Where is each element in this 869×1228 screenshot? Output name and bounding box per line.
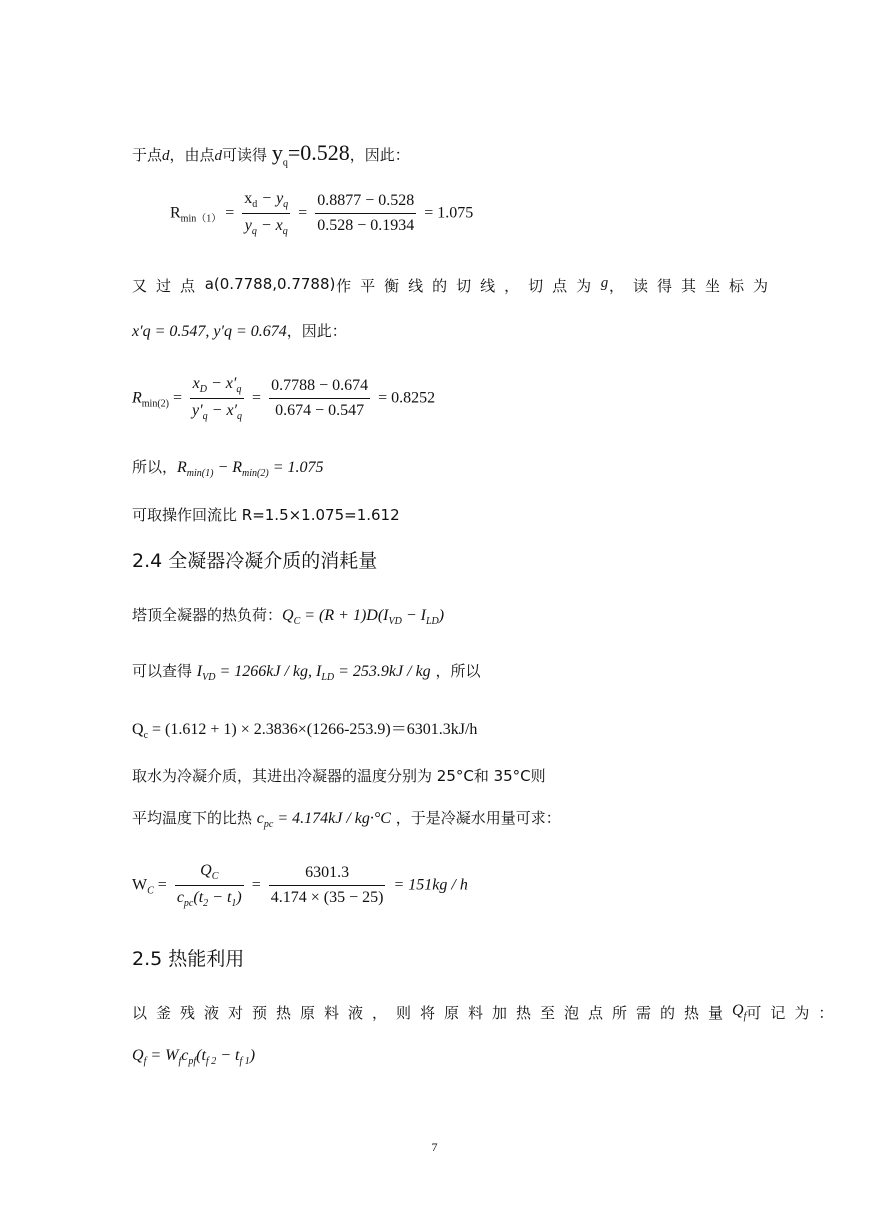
yq-value: $y_q=0.528$ [271,140,350,169]
text-line-heat-load: 塔顶全凝器的热负荷：$Q_C = (R + 1)D(I_{VD} - I_{LD})$ [132,606,445,628]
fraction-symbolic: $\frac{x_d - y_q}{y_q - x_q}$ [244,190,289,238]
text-line-coordinates: x′q = 0.547, y′q = 0.674，因此： [132,322,347,340]
fraction-numeric: $\frac{0.7788 - 0.674}{0.674 - 0.547}$ [271,377,369,420]
fraction-numeric: $\frac{6301.3}{4.174 \times (35 - 25)}$ [270,864,384,907]
equation-rmin1: $R_{min(1)}$ = $\frac{x_d - y_q}{y_q - x_q}$ = $\frac{0.8877 - 0.528}{0.528 - 0.1934}$ = 1.075 [170,190,474,238]
var-d: d [214,148,223,164]
section-heading-2-4: 2.4 全凝器冷凝介质的消耗量 [132,550,378,572]
text-line-so: 所以，$R_{min(1)} - R_{min(2)} = 1.075$ [132,458,324,480]
fraction-symbolic: $\frac{x_D - x'_q}{y'_q - x'_q}$ [192,375,243,423]
section-heading-2-5: 2.5 热能利用 [132,948,245,970]
text-line-tangent: 又过点 a(0.7788,0.7788) 作平衡线的切线，切点为 g ，读得其坐标为 [132,275,777,295]
text-line-heat-recovery: 以釜残液对预热原料液，则将原料加热至泡点所需的热量 $Q_f$ 可记为： [132,1002,843,1023]
text-line-lookup: 可以查得 $I_{VD} = 1266kJ$ / kg, $I_{LD} = 253.9kJ$ / kg ，所以 [132,662,481,684]
equation-wc: $W_C$ = $\frac{Q_C}{c_{pc}(t_2 - t_1)}$ = $\frac{6301.3}{4.174 \times (35 - 25)}$ = 151kg / h [132,862,468,910]
text: ，因此： [349,146,410,164]
var-d: d [162,148,170,164]
fraction-symbolic: $\frac{Q_C}{c_{pc}(t_2 - t_1)}$ [176,862,242,910]
text-line-intersection [132,140,410,168]
text-line-specific-heat: 平均温度下的比热 $c_{pc} = 4.174kJ / kg\cdot^\circ C$ ，于是冷凝水用量可求： [132,809,561,831]
text: 可读得 [222,146,272,164]
text: ，由点 [169,146,215,164]
fraction-numeric: $\frac{0.8877 - 0.528}{0.528 - 0.1934}$ [317,192,415,235]
text: 于点 [132,146,163,164]
equation-qf: $Q_f = W_fc_{pf}(t_{f 2} - t_{f 1})$ [132,1047,256,1068]
text-line-water: 取水为冷凝介质，其进出冷凝器的温度分别为 25°C和 35°C则 [132,767,546,785]
equation-rmin2: $R_{min(2)}$ = $\frac{x_D - x'_q}{y'_q - x'_q}$ = $\frac{0.7788 - 0.674}{0.674 - 0.547}$ = 0.8252 [132,375,436,423]
page-number: 7 [431,1140,438,1154]
equation-qc: $Q_c = (1.612 + 1) \times 2.3836\times(1266-253.9)=6301.3kJ/h$ [132,721,478,742]
text-line-reflux: 可取操作回流比 R=1.5×1.075=1.612 [132,506,400,524]
